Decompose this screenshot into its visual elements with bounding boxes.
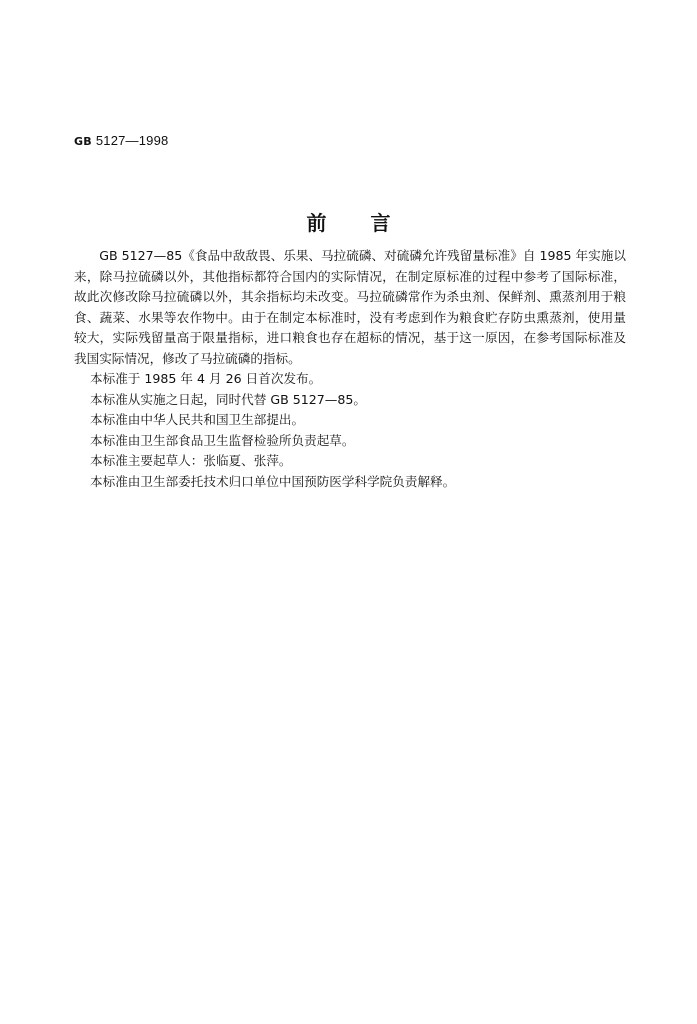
page-title: 前言 [306, 211, 435, 235]
proposer-line: 本标准由中华人民共和国卫生部提出。 [90, 412, 305, 427]
foreword-intro-paragraph: GB 5127—85《食品中敌敌畏、乐果、马拉硫磷、对硫磷允许残留量标准》自 1985 年实施以来，除马拉硫磷以外，其他指标都符合国内的实际情况，在制定原标准的过程中参考了国际标准，故此次修改除马拉硫磷以外，其余指标均未改变。马拉硫磷常作为杀虫剂、保鲜剂、熏蒸剂用于粮食、蔬菜、水果等农作物中。由于在制定本标准时，没有考虑到作为粮食贮存防虫熏蒸剂，使用量较大，实际残留量高于限量指标，进口粮食也存在超标的情况，基于这一原因，在参考国际标准及我国实际情况，修改了马拉硫磷的指标。 [74, 248, 626, 366]
publication-history-line: 本标准于 1985 年 4 月 26 日首次发布。 [90, 371, 322, 386]
foreword-body [74, 246, 626, 492]
replacement-line: 本标准从实施之日起，同时代替 GB 5127—85。 [90, 391, 366, 407]
drafting-unit-line: 本标准由卫生部食品卫生监督检验所负责起草。 [90, 432, 355, 448]
standard-number-header [74, 133, 168, 149]
interpretation-line: 本标准由卫生部委托技术归口单位中国预防医学科学院负责解释。 [90, 473, 456, 489]
standard-number: 5127—1998 [95, 133, 169, 148]
standard-prefix: GB [74, 135, 92, 148]
drafters-line: 本标准主要起草人：张临夏、张萍。 [90, 453, 292, 468]
